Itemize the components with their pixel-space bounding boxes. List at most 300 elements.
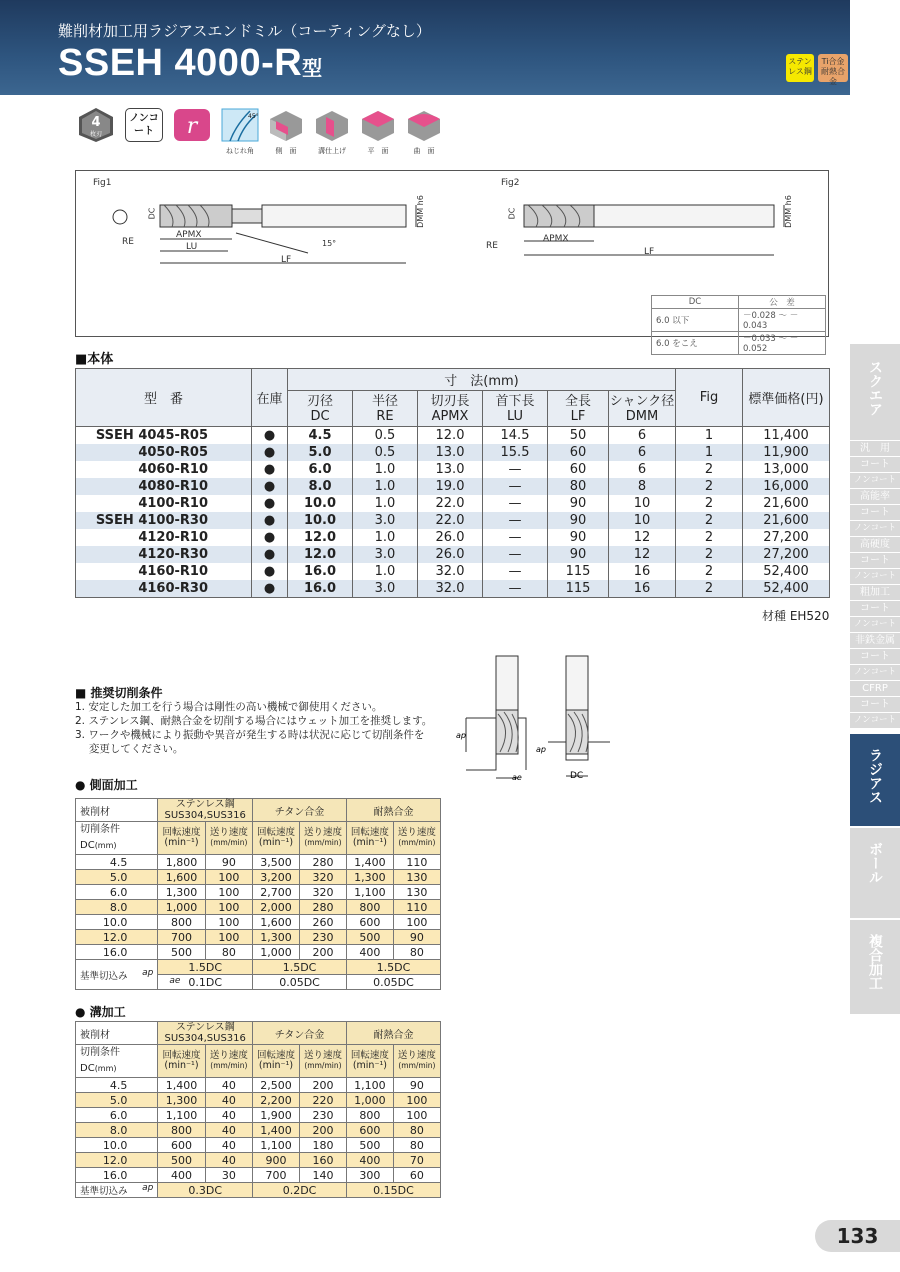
- sidebar-tab-square[interactable]: スクエア: [850, 344, 900, 440]
- cell-dc: 16.0: [288, 580, 353, 598]
- cell-dc: 10.0: [288, 512, 353, 529]
- cell-model: 4050-R05: [76, 444, 252, 461]
- cond-value: 100: [205, 870, 252, 885]
- table-row: [76, 580, 830, 598]
- sidebar-item-a[interactable]: 汎 用: [850, 440, 900, 456]
- cond-value: 1,800: [158, 855, 205, 870]
- cell-re: 1.0: [353, 478, 418, 495]
- cond-value: 100: [205, 885, 252, 900]
- dc-value: 10.0: [76, 1138, 158, 1153]
- sidebar-item-a[interactable]: 高能率: [850, 488, 900, 504]
- col-dc: 刃径 DC: [288, 391, 353, 427]
- cell-re: 1.0: [353, 495, 418, 512]
- cond-value: 90: [393, 1078, 440, 1093]
- table-row: [76, 1078, 441, 1093]
- cell-apmx: 13.0: [418, 444, 483, 461]
- cell-re: 0.5: [353, 444, 418, 461]
- cell-stock: ●: [252, 529, 288, 546]
- table-row: [76, 427, 830, 445]
- sidebar-item-b[interactable]: コート: [850, 648, 900, 664]
- cell-model: SSEH 4045-R05: [76, 427, 252, 445]
- table-row: [76, 1153, 441, 1168]
- machining-diagram: [452, 652, 622, 784]
- material-name: ステンレス鋼: [175, 799, 235, 810]
- sidebar-tab-composite[interactable]: 複合加工: [850, 920, 900, 1014]
- cond-value: 40: [205, 1078, 252, 1093]
- col-lu: 首下長 LU: [483, 391, 548, 427]
- fig2-apmx-label: APMX: [543, 234, 569, 244]
- fig2-re-label: RE: [486, 241, 498, 251]
- cell-lu: —: [483, 478, 548, 495]
- cell-dc: 5.0: [288, 444, 353, 461]
- cond-value: 40: [205, 1123, 252, 1138]
- cond-value: 600: [347, 1123, 394, 1138]
- cell-re: 3.0: [353, 580, 418, 598]
- tol-value: －0.033 ～ －0.052: [739, 332, 826, 355]
- sidebar-tab-ball[interactable]: ボール: [850, 828, 900, 918]
- col-stock: 在庫: [252, 369, 288, 427]
- col-model: 型 番: [76, 369, 252, 427]
- flute-number: 4: [91, 115, 101, 130]
- sidebar-item-a[interactable]: 非鉄金属: [850, 632, 900, 648]
- cell-dmm: 12: [609, 529, 676, 546]
- header-banner: [0, 0, 850, 95]
- cond-value: 2,000: [253, 900, 300, 915]
- diagram-dc-label: DC: [570, 771, 584, 781]
- table-row: [76, 915, 441, 930]
- side-table-heading: ● 側面加工: [75, 778, 138, 792]
- cond-value: 1,900: [253, 1108, 300, 1123]
- material-name: ステンレス鋼: [175, 1022, 235, 1033]
- dc-value: 4.5: [76, 855, 158, 870]
- cond-value: 1,400: [253, 1123, 300, 1138]
- cell-stock: ●: [252, 461, 288, 478]
- cond-value: 1,300: [253, 930, 300, 945]
- dc-text: [80, 1061, 157, 1077]
- rpm-unit: (min⁻¹): [164, 837, 199, 848]
- fig1-dc-label: DC: [147, 207, 157, 220]
- fig1-lu-label: LU: [186, 242, 198, 252]
- cond-value: 1,100: [347, 885, 394, 900]
- sidebar-tab-radius[interactable]: ラジアス: [850, 734, 900, 826]
- depth-text: 基準切込み: [80, 970, 128, 982]
- cell-stock: ●: [252, 546, 288, 563]
- cond-value: 1,400: [347, 855, 394, 870]
- cond-value: 40: [205, 1093, 252, 1108]
- ap-value: 0.15DC: [347, 1183, 441, 1198]
- cell-lf: 90: [548, 529, 609, 546]
- ap-symbol: ap: [142, 967, 154, 978]
- feed-unit: (mm/min): [304, 1061, 342, 1070]
- ae-value: 0.05DC: [253, 975, 347, 990]
- note-line: 1. 安定した加工を行う場合は剛性の高い機械で御使用ください。: [75, 701, 383, 713]
- tolerance-table: [651, 295, 826, 355]
- sidebar-item-a[interactable]: 粗加工: [850, 584, 900, 600]
- cell-price: 52,400: [743, 563, 830, 580]
- groove-table-heading: ● 溝加工: [75, 1005, 126, 1019]
- note-line: 3. ワークや機械により振動や異音が発生する時は状況に応じて切削条件を: [75, 729, 425, 741]
- cell-lf: 90: [548, 512, 609, 529]
- dc-value: 12.0: [76, 1153, 158, 1168]
- feed-text: 送り速度: [303, 827, 342, 838]
- cell-apmx: 32.0: [418, 563, 483, 580]
- depth-row-ap: [76, 1183, 441, 1198]
- non-coat-icon: ノンコート: [125, 108, 163, 142]
- cond-text: 切削条件: [80, 824, 120, 835]
- cond-value: 1,300: [347, 870, 394, 885]
- cell-lf: 115: [548, 580, 609, 598]
- cond-value: 700: [158, 930, 205, 945]
- cond-value: 40: [205, 1138, 252, 1153]
- cond-value: 160: [299, 1153, 346, 1168]
- cond-value: 90: [205, 855, 252, 870]
- cond-value: 230: [299, 1108, 346, 1123]
- product-table: [75, 368, 830, 598]
- groove-milling-table: [75, 1021, 441, 1198]
- cond-value: 700: [253, 1168, 300, 1183]
- cell-fig: 1: [676, 427, 743, 445]
- sidebar-item-c[interactable]: ノンコート: [850, 568, 900, 584]
- cell-lf: 90: [548, 495, 609, 512]
- cell-model: 4160-R30: [76, 580, 252, 598]
- table-row: [76, 1108, 441, 1123]
- condition-label: [76, 822, 158, 855]
- cond-value: 110: [393, 900, 440, 915]
- sidebar-item-b[interactable]: コート: [850, 552, 900, 568]
- cell-model: SSEH 4100-R30: [76, 512, 252, 529]
- cell-lu: —: [483, 495, 548, 512]
- sidebar-item-c[interactable]: ノンコート: [850, 712, 900, 728]
- note-line: 2. ステンレス鋼、耐熱合金を切削する場合にはウェット加工を推奨します。: [75, 715, 433, 727]
- op-groove-caption: 溝仕上げ: [318, 147, 346, 155]
- cond-value: 400: [347, 945, 394, 960]
- cell-model: 4120-R10: [76, 529, 252, 546]
- cond-value: 1,100: [253, 1138, 300, 1153]
- cell-price: 13,000: [743, 461, 830, 478]
- work-material-label: 被削材: [76, 799, 158, 822]
- dc-value: 12.0: [76, 930, 158, 945]
- dc-value: 5.0: [76, 1093, 158, 1108]
- cond-value: 80: [393, 1123, 440, 1138]
- cond-value: 80: [393, 1138, 440, 1153]
- cell-re: 1.0: [353, 563, 418, 580]
- cond-value: 1,000: [158, 900, 205, 915]
- fig1-lf-label: LF: [281, 255, 292, 265]
- cond-value: 260: [299, 915, 346, 930]
- cond-value: 1,600: [158, 870, 205, 885]
- cell-price: 27,200: [743, 529, 830, 546]
- sidebar-item-c[interactable]: ノンコート: [850, 472, 900, 488]
- cell-stock: ●: [252, 512, 288, 529]
- cell-dc: 10.0: [288, 495, 353, 512]
- rpm-text: 回転速度: [256, 1050, 295, 1061]
- work-material-label: 被削材: [76, 1022, 158, 1045]
- dc-value: 4.5: [76, 1078, 158, 1093]
- cond-value: 800: [158, 1123, 205, 1138]
- cond-value: 280: [299, 900, 346, 915]
- table-row: [76, 495, 830, 512]
- dimension-figure: [75, 170, 829, 354]
- cond-value: 500: [158, 1153, 205, 1168]
- cond-value: 300: [347, 1168, 394, 1183]
- material-heat-resistant: 耐熱合金: [347, 799, 441, 822]
- feed-header: [393, 822, 440, 855]
- cell-apmx: 13.0: [418, 461, 483, 478]
- ae-value: [158, 975, 253, 990]
- col-dims: 寸 法(mm): [288, 369, 676, 391]
- rpm-header: [347, 822, 394, 855]
- feed-unit: (mm/min): [304, 838, 342, 847]
- depth-label: [76, 1183, 158, 1198]
- diagram-ap2-label: ap: [536, 745, 546, 754]
- cell-price: 27,200: [743, 546, 830, 563]
- cond-value: 800: [158, 915, 205, 930]
- table-row: [76, 930, 441, 945]
- cond-value: 280: [299, 855, 346, 870]
- cond-value: 100: [393, 1093, 440, 1108]
- table-row: [76, 870, 441, 885]
- cell-lu: —: [483, 580, 548, 598]
- fig2-dmm-label: DMM h6: [783, 195, 793, 228]
- side-milling-table: [75, 798, 441, 990]
- header-row: [76, 1045, 441, 1078]
- fig1-re-label: RE: [122, 237, 134, 247]
- fig1-apmx-label: APMX: [176, 230, 202, 240]
- cond-value: 220: [299, 1093, 346, 1108]
- cond-value: 600: [158, 1138, 205, 1153]
- groove-finish-icon: [312, 107, 352, 143]
- cell-re: 0.5: [353, 427, 418, 445]
- cond-value: 800: [347, 900, 394, 915]
- cell-stock: ●: [252, 563, 288, 580]
- cond-value: 500: [347, 1138, 394, 1153]
- cell-fig: 2: [676, 495, 743, 512]
- cond-value: 3,500: [253, 855, 300, 870]
- radius-icon: [172, 107, 212, 143]
- cell-stock: ●: [252, 427, 288, 445]
- col-lf: 全長 LF: [548, 391, 609, 427]
- material-titanium: チタン合金: [253, 1022, 347, 1045]
- feed-text: 送り速度: [209, 1050, 248, 1061]
- cell-re: 1.0: [353, 529, 418, 546]
- cell-lf: 50: [548, 427, 609, 445]
- cond-value: 320: [299, 870, 346, 885]
- dc-name: DC: [80, 1063, 95, 1074]
- op-face-caption: 平 面: [367, 147, 389, 155]
- fig1-angle-label: 15°: [322, 239, 337, 248]
- ap-value: 1.5DC: [253, 960, 347, 975]
- cond-value: 180: [299, 1138, 346, 1153]
- tol-dc: 6.0 をこえ: [652, 332, 739, 355]
- tol-value: －0.028 ～ －0.043: [739, 309, 826, 332]
- cell-apmx: 22.0: [418, 512, 483, 529]
- col-apmx: 切刃長 APMX: [418, 391, 483, 427]
- cell-lf: 90: [548, 546, 609, 563]
- ap-value: 1.5DC: [347, 960, 441, 975]
- sidebar-item-c[interactable]: ノンコート: [850, 616, 900, 632]
- body-section-title: ■本体: [75, 352, 114, 367]
- fig1-dmm-label: DMM h6: [415, 195, 425, 228]
- cell-apmx: 12.0: [418, 427, 483, 445]
- cell-apmx: 26.0: [418, 546, 483, 563]
- cell-lf: 80: [548, 478, 609, 495]
- cell-model: 4100-R10: [76, 495, 252, 512]
- col-price: 標準価格(円): [743, 369, 830, 427]
- feed-header: [299, 822, 346, 855]
- feed-text: 送り速度: [209, 827, 248, 838]
- dc-value: 8.0: [76, 1123, 158, 1138]
- fig2-label: Fig2: [501, 178, 520, 188]
- feed-text: 送り速度: [397, 1050, 436, 1061]
- cond-value: 1,300: [158, 1093, 205, 1108]
- feed-header: [393, 1045, 440, 1078]
- cond-value: 70: [393, 1153, 440, 1168]
- depth-row-ap: [76, 960, 441, 975]
- sidebar-item-b[interactable]: コート: [850, 504, 900, 520]
- cond-value: 100: [205, 900, 252, 915]
- cell-fig: 2: [676, 546, 743, 563]
- sidebar-item-b[interactable]: コート: [850, 696, 900, 712]
- product-title: [58, 42, 323, 85]
- cell-lu: —: [483, 563, 548, 580]
- dc-name: DC: [80, 840, 95, 851]
- rpm-unit: (min⁻¹): [258, 1060, 294, 1071]
- table-row: [76, 563, 830, 580]
- feed-header: [299, 1045, 346, 1078]
- cond-value: 1,400: [158, 1078, 205, 1093]
- cell-fig: 2: [676, 580, 743, 598]
- dc-value: 6.0: [76, 885, 158, 900]
- material-heat-resistant: 耐熱合金: [347, 1022, 441, 1045]
- curved-surface-icon: [404, 107, 444, 143]
- table-row: [76, 512, 830, 529]
- cell-lu: —: [483, 546, 548, 563]
- material-grade: SUS304,SUS316: [164, 810, 246, 821]
- col-dmm: シャンク径 DMM: [609, 391, 676, 427]
- op-curved-caption: 曲 面: [413, 147, 435, 155]
- side-milling-icon: [266, 107, 306, 143]
- sidebar-item-c[interactable]: ノンコート: [850, 664, 900, 680]
- ap-value: 0.3DC: [158, 1183, 253, 1198]
- rpm-text: 回転速度: [256, 827, 295, 838]
- cond-value: 130: [393, 870, 440, 885]
- cell-stock: ●: [252, 495, 288, 512]
- cell-lu: 15.5: [483, 444, 548, 461]
- cond-value: 200: [299, 1078, 346, 1093]
- tol-head-tol: 公 差: [739, 296, 826, 309]
- cond-value: 2,500: [253, 1078, 300, 1093]
- rpm-header: [158, 1045, 205, 1078]
- rpm-unit: (min⁻¹): [164, 1060, 199, 1071]
- sidebar-item-c[interactable]: ノンコート: [850, 520, 900, 536]
- radius-letter: r: [186, 114, 198, 139]
- title-main: SSEH 4000-R: [58, 42, 303, 84]
- cond-value: 40: [205, 1153, 252, 1168]
- cell-price: 11,400: [743, 427, 830, 445]
- rpm-unit: (min⁻¹): [352, 1060, 387, 1071]
- cell-fig: 2: [676, 563, 743, 580]
- table-row: [76, 1168, 441, 1183]
- sidebar-item-b[interactable]: コート: [850, 456, 900, 472]
- tol-dc: 6.0 以下: [652, 309, 739, 332]
- table-row: [76, 444, 830, 461]
- feed-text: 送り速度: [303, 1050, 342, 1061]
- rpm-header: [158, 822, 205, 855]
- cond-value: 1,300: [158, 885, 205, 900]
- cell-dmm: 8: [609, 478, 676, 495]
- cell-lf: 60: [548, 444, 609, 461]
- op-side-caption: 側 面: [275, 147, 297, 155]
- title-suffix: 型: [302, 58, 323, 80]
- helix-angle-icon: [220, 107, 260, 143]
- fig2-lf-label: LF: [644, 247, 655, 257]
- cell-model: 4080-R10: [76, 478, 252, 495]
- cond-value: 80: [205, 945, 252, 960]
- cell-dmm: 16: [609, 563, 676, 580]
- feed-unit: (mm/min): [210, 1061, 248, 1070]
- rpm-text: 回転速度: [350, 827, 389, 838]
- cell-lu: —: [483, 512, 548, 529]
- rpm-unit: (min⁻¹): [258, 837, 294, 848]
- stainless-badge: ステンレス鋼: [786, 54, 814, 82]
- header-row: [76, 822, 441, 855]
- cond-text: 切削条件: [80, 1047, 120, 1058]
- cond-value: 500: [158, 945, 205, 960]
- cond-value: 100: [393, 915, 440, 930]
- feed-unit: (mm/min): [398, 838, 436, 847]
- ap-value: 1.5DC: [158, 960, 253, 975]
- material-titanium: チタン合金: [253, 799, 347, 822]
- cell-dmm: 6: [609, 461, 676, 478]
- cell-fig: 2: [676, 512, 743, 529]
- cond-value: 900: [253, 1153, 300, 1168]
- cell-fig: 1: [676, 444, 743, 461]
- rpm-unit: (min⁻¹): [352, 837, 387, 848]
- cond-value: 1,100: [158, 1108, 205, 1123]
- cell-dc: 8.0: [288, 478, 353, 495]
- dc-value: 5.0: [76, 870, 158, 885]
- material-grade: SUS304,SUS316: [164, 1033, 246, 1044]
- cond-value: 60: [393, 1168, 440, 1183]
- cond-value: 40: [205, 1108, 252, 1123]
- cell-lf: 60: [548, 461, 609, 478]
- cell-model: 4160-R10: [76, 563, 252, 580]
- cell-stock: ●: [252, 580, 288, 598]
- depth-label: [76, 960, 158, 990]
- cond-value: 1,600: [253, 915, 300, 930]
- cell-dc: 12.0: [288, 546, 353, 563]
- sidebar-item-b[interactable]: コート: [850, 600, 900, 616]
- cell-apmx: 26.0: [418, 529, 483, 546]
- rpm-header: [253, 1045, 300, 1078]
- cond-value: 1,000: [253, 945, 300, 960]
- sidebar-item-a[interactable]: 高硬度: [850, 536, 900, 552]
- material-stainless: [158, 1022, 253, 1045]
- dc-unit: (mm): [94, 841, 117, 850]
- sidebar-item-a[interactable]: CFRP: [850, 680, 900, 696]
- cell-stock: ●: [252, 478, 288, 495]
- dc-value: 10.0: [76, 915, 158, 930]
- cell-fig: 2: [676, 461, 743, 478]
- cell-price: 11,900: [743, 444, 830, 461]
- cond-value: 100: [205, 915, 252, 930]
- cond-value: 3,200: [253, 870, 300, 885]
- cell-dmm: 12: [609, 546, 676, 563]
- cell-model: 4120-R30: [76, 546, 252, 563]
- table-row: [76, 1138, 441, 1153]
- col-fig: Fig: [676, 369, 743, 427]
- cell-dmm: 16: [609, 580, 676, 598]
